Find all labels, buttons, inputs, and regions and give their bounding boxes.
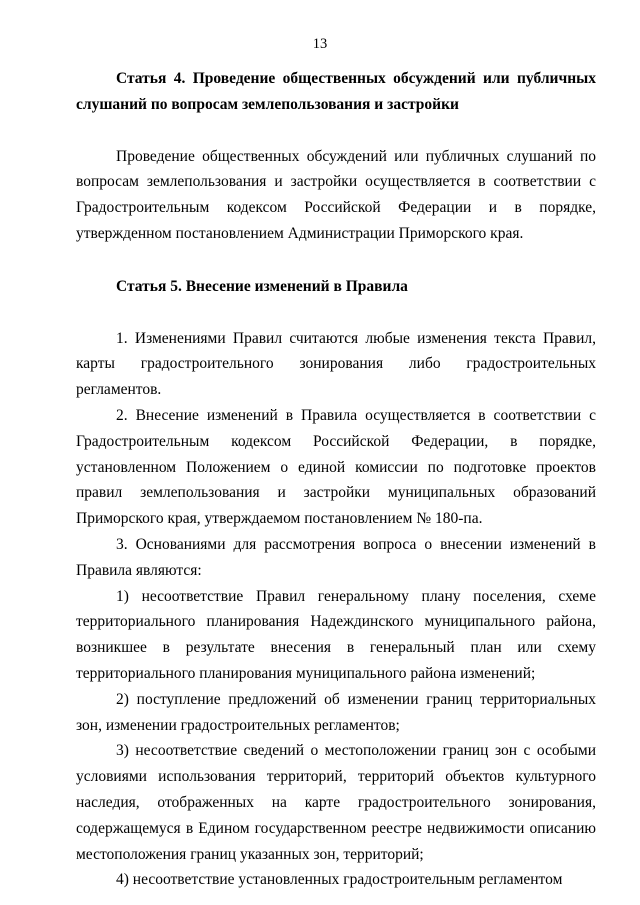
article-5-paragraph-2: 2. Внесение изменений в Правила осуществляется в соответствии с Градостроительным кодексом Российской Федерации, в порядке, установленном Положением о единой комиссии по подготовке проектов правил землепользования и застройки муниципальных образований Приморского края, утверждаемом постановлением № 180-па. xyxy=(76,406,596,528)
article-4-heading: Статья 4. Проведение общественных обсуждений или публичных слушаний по вопросам землепользования и застройки xyxy=(76,70,596,113)
article-5-paragraph-1: 1. Изменениями Правил считаются любые изменения текста Правил, карты градостроительного зонирования либо градостроительных регламентов. xyxy=(76,329,596,399)
page-number: 13 xyxy=(312,36,328,52)
article-5-item-4: 4) несоответствие установленных градостроительным регламентом xyxy=(116,871,563,889)
article-5-item-1: 1) несоответствие Правил генеральному плану поселения, схеме территориального планирования Надеждинского муниципального района, возникшее в результате внесения в генеральный план или схему территориального планирования муниципального района изменений; xyxy=(76,587,596,682)
spacer xyxy=(76,300,596,326)
spacer xyxy=(76,118,596,144)
article-4-paragraph: Проведение общественных обсуждений или публичных слушаний по вопросам землепользования и застройки осуществляется в соответствии с Градостроительным кодексом Российской Федерации и в порядке, утвержденном постановлением Администрации Приморского края. xyxy=(76,147,596,242)
article-5-item-2: 2) поступление предложений об изменении границ территориальных зон, изменении градостроительных регламентов; xyxy=(76,690,596,734)
spacer xyxy=(76,247,596,274)
article-5-paragraph-3: 3. Основаниями для рассмотрения вопроса о внесении изменений в Правила являются: xyxy=(76,535,596,579)
page-content xyxy=(76,66,596,893)
article-5-heading: Статья 5. Внесение изменений в Правила xyxy=(116,277,408,295)
article-5-item-3: 3) несоответствие сведений о местоположении границ зон с особыми условиями использования территорий, территорий объектов культурного наследия, отображенных на карте градостроительного зонирования, содержащемуся в Едином государственном реестре недвижимости описанию местоположения границ указанных зон, территорий; xyxy=(76,742,596,863)
